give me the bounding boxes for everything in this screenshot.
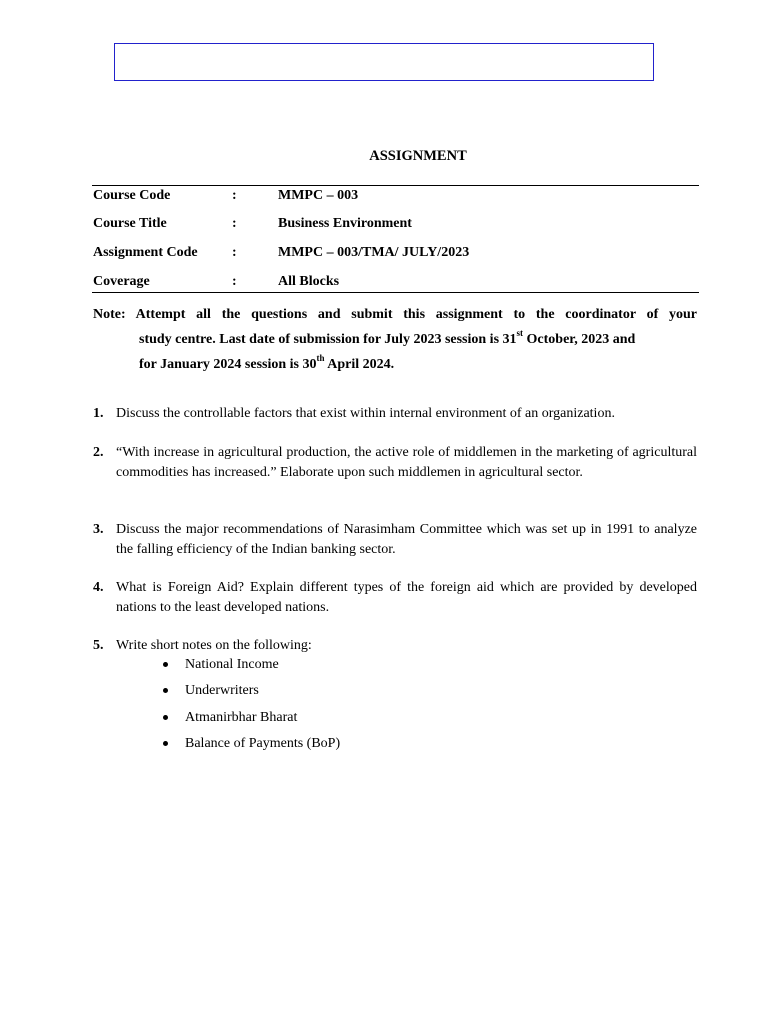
list-item	[163, 655, 463, 681]
list-item-text: Atmanirbhar Bharat	[185, 709, 298, 725]
note-text: for January 2024 session is 30	[139, 357, 317, 372]
info-value: MMPC – 003/TMA/ JULY/2023	[278, 245, 470, 260]
question-2	[93, 443, 697, 482]
question-number: 1.	[93, 406, 104, 421]
info-row-assignment-code	[93, 245, 699, 265]
info-label: Course Title	[93, 216, 167, 231]
note-line-2	[93, 327, 697, 352]
short-notes-list	[163, 655, 463, 760]
bullet-icon	[163, 688, 168, 693]
bullet-icon	[163, 662, 168, 667]
question-text: What is Foreign Aid? Explain different types of the foreign aid which are provided by developed nations to the least developed nations.	[116, 580, 697, 615]
question-5	[93, 636, 697, 656]
question-text: “With increase in agricultural production, the active role of middlemen in the marketing of agricultural commodities has increased.” Elaborate upon such middlemen in agricultural sector.	[116, 445, 697, 480]
info-value: Business Environment	[278, 216, 412, 231]
question-text: Discuss the major recommendations of Narasimham Committee which was set up in 1991 to analyze the falling efficiency of the Indian banking sector.	[116, 522, 697, 557]
info-colon: :	[232, 245, 237, 260]
note-text: October, 2023 and	[523, 332, 636, 347]
question-number: 2.	[93, 445, 104, 460]
info-value: All Blocks	[278, 274, 340, 289]
submission-note	[93, 302, 697, 377]
list-item	[163, 708, 463, 734]
list-item-text: National Income	[185, 657, 279, 672]
question-number: 3.	[93, 522, 104, 537]
bullet-icon	[163, 715, 168, 720]
info-row-course-code	[93, 188, 699, 208]
info-value: MMPC – 003	[278, 188, 359, 203]
question-4	[93, 578, 697, 617]
info-row-course-title	[93, 216, 699, 236]
note-text: study centre. Last date of submission for July 2023 session is 31	[139, 332, 517, 347]
question-1	[93, 404, 697, 424]
question-number: 4.	[93, 580, 104, 595]
note-line-3	[93, 352, 697, 377]
info-colon: :	[232, 188, 237, 203]
info-row-coverage	[93, 274, 699, 294]
info-label: Course Code	[93, 188, 171, 203]
list-item	[163, 734, 463, 760]
bullet-icon	[163, 741, 168, 746]
page-title: ASSIGNMENT	[369, 148, 467, 164]
list-item	[163, 681, 463, 707]
info-label: Assignment Code	[93, 245, 198, 260]
list-item-text: Underwriters	[185, 683, 259, 699]
question-3	[93, 520, 697, 559]
note-superscript: th	[316, 353, 325, 364]
list-item-text: Balance of Payments (BoP)	[185, 735, 341, 751]
info-label: Coverage	[93, 274, 150, 289]
bottom-rule	[92, 292, 699, 293]
info-colon: :	[232, 216, 237, 231]
note-text: April 2024.	[324, 357, 395, 372]
info-colon: :	[232, 274, 237, 289]
top-rule	[92, 185, 699, 186]
question-text: Discuss the controllable factors that exist within internal environment of an organization.	[116, 406, 615, 421]
note-superscript: st	[516, 328, 524, 339]
header-frame-box	[114, 43, 654, 81]
question-number: 5.	[93, 638, 104, 653]
note-line-1: Note: Attempt all the questions and submit this assignment to the coordinator of your	[93, 307, 697, 322]
question-text: Write short notes on the following:	[116, 638, 312, 653]
